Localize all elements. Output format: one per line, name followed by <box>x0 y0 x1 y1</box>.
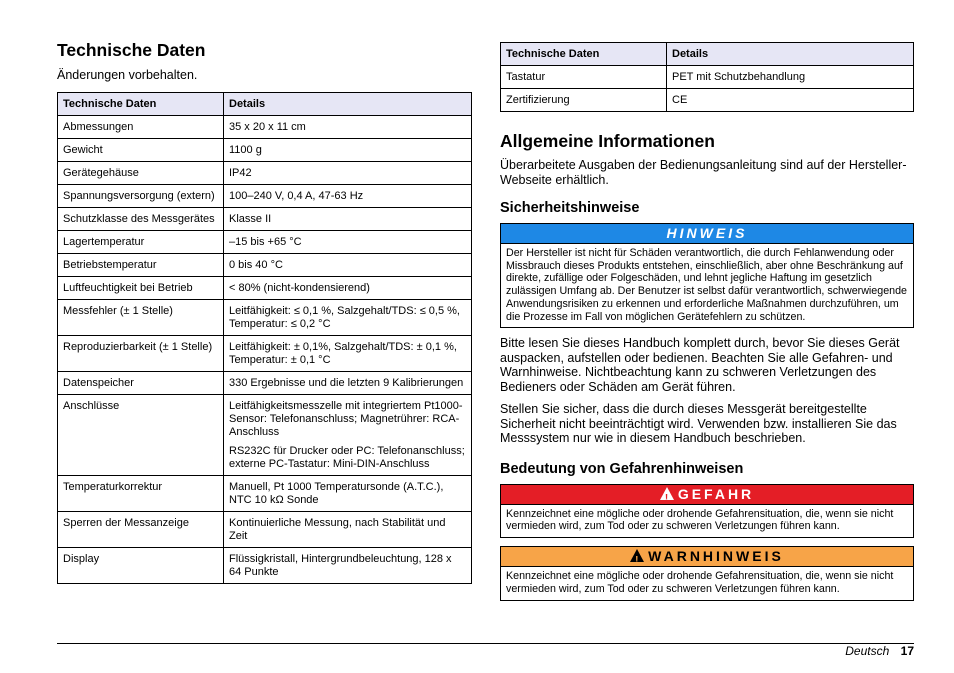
spec-details-text: –15 bis +65 °C <box>229 236 302 248</box>
spec-label-cell: Sperren der Messanzeige <box>58 512 224 548</box>
safety-paragraph-2: Stellen Sie sicher, dass die durch dieses Messgerät bereitgestellte Sicherheit nicht beeinträchtigt wird. Verwenden bzw. installieren Sie das Messsystem nur wie in diesem Handbuch beschrieben. <box>500 402 897 446</box>
right-column <box>500 42 914 609</box>
spec-label-cell: Abmessungen <box>58 116 224 139</box>
spec-details-cell <box>224 548 472 584</box>
spec-label-cell: Zertifizierung <box>501 89 667 112</box>
spec-details-text: CE <box>672 94 688 106</box>
notice-box-header: HINWEIS <box>501 224 913 244</box>
footer-language: Deutsch <box>845 644 890 658</box>
table-row <box>58 512 472 548</box>
danger-box-text: Kennzeichnet eine mögliche oder drohende Gefahrensituation, die, wenn sie nicht vermieden wird, zum Tod oder zu schweren Verletzungen führen kann. <box>506 507 894 533</box>
warning-triangle-icon: ! <box>630 549 644 562</box>
spec-label-cell: Temperaturkorrektur <box>58 476 224 512</box>
notice-box-text: Der Hersteller ist nicht für Schäden verantwortlich, die durch Fehlanwendung oder Missbrauch dieses Produkts entstehen, einschließlich, aber ohne Beschränkung auf direkte, zufällige oder Folgeschäden, und lehnt jegliche Haftung im gesetzlich zulässigen Umfang ab. Der Benutzer ist selbst dafür verantwortlich, schwerwiegende Anwendungsrisiken zu erkennen und erforderliche Maßnahmen durchzuführen, um die Prozesse im Fall von möglichen Gerätefehlern zu schützen. <box>506 247 907 323</box>
spec-details-cell <box>224 395 472 476</box>
spec-details-text: Leitfähigkeit: ± 0,1%, Salzgehalt/TDS: ± 0,1 %, Temperatur: ± 0,1 °C <box>229 341 457 366</box>
spec-details-cell <box>224 254 472 277</box>
spec-header-label: Technische Daten <box>58 93 224 116</box>
spec-details-cell <box>224 336 472 372</box>
spec-details-text: Manuell, Pt 1000 Temperatursonde (A.T.C.), NTC 10 kΩ Sonde <box>229 481 444 506</box>
spec-details-cell <box>224 162 472 185</box>
spec-details-cell <box>224 300 472 336</box>
safety-paragraph-1: Bitte lesen Sie dieses Handbuch komplett durch, bevor Sie dieses Gerät auspacken, aufstellen oder bedienen. Beachten Sie alle Gefahren- und Warnhinweise. Nichtbeachtung kann zu schweren Verletzungen des Bedieners oder Schäden am Gerät führen. <box>500 336 900 394</box>
spec-details-text: Flüssigkristall, Hintergrundbeleuchtung, 128 x 64 Punkte <box>229 553 452 578</box>
page-footer <box>845 643 914 658</box>
spec-label-cell: Gerätegehäuse <box>58 162 224 185</box>
warning-box-header <box>501 547 913 567</box>
spec-details-cell <box>667 89 914 112</box>
spec-details-text: IP42 <box>229 167 252 179</box>
spec-label-cell: Display <box>58 548 224 584</box>
spec-label-cell: Reproduzierbarkeit (± 1 Stelle) <box>58 336 224 372</box>
subsection-title-hazard-meaning: Bedeutung von Gefahrenhinweisen <box>500 460 744 477</box>
spec-details-cell <box>667 66 914 89</box>
page-number: 17 <box>900 644 914 658</box>
spec-header-details: Details <box>224 93 472 116</box>
spec-label-cell: Spannungsversorgung (extern) <box>58 185 224 208</box>
spec-details-text: 100–240 V, 0,4 A, 47-63 Hz <box>229 190 364 202</box>
spec-details-text: 35 x 20 x 11 cm <box>229 121 306 133</box>
general-info-text: Überarbeitete Ausgaben der Bedienungsanleitung sind auf der Hersteller-Webseite erhältlich. <box>500 158 907 187</box>
spec-details-cell <box>224 139 472 162</box>
spec-details-text: RS232C für Drucker oder PC: Telefonanschluss; externe PC-Tastatur: Mini-DIN-Anschluss <box>229 445 465 470</box>
danger-label: GEFAHR <box>677 485 755 502</box>
spec-label-cell: Datenspeicher <box>58 372 224 395</box>
spec-label-cell: Gewicht <box>58 139 224 162</box>
spec-details-cell <box>224 208 472 231</box>
table-row <box>58 476 472 512</box>
spec-details-text: Leitfähigkeitsmesszelle mit integriertem Pt1000-Sensor: Telefonanschluss; Magnetrührer: RCA-Anschluss <box>229 400 463 438</box>
left-column <box>57 38 472 584</box>
table-row <box>501 66 914 89</box>
spec-details-text: < 80% (nicht-kondensierend) <box>229 282 370 294</box>
spec-details-cell <box>224 476 472 512</box>
section-title-technical-data: Technische Daten <box>57 40 206 60</box>
section-title-general-info: Allgemeine Informationen <box>500 131 715 151</box>
notice-box <box>500 223 914 328</box>
table-row <box>58 116 472 139</box>
table-row <box>58 548 472 584</box>
danger-box <box>500 484 914 538</box>
spec-label-cell: Schutzklasse des Messgerätes <box>58 208 224 231</box>
warning-box <box>500 546 914 600</box>
warning-triangle-icon: ! <box>660 487 674 500</box>
spec-details-cell <box>224 372 472 395</box>
spec-table-header-row <box>501 43 914 66</box>
warning-label: WARNHINWEIS <box>648 548 784 565</box>
spec-details-text: Kontinuierliche Messung, nach Stabilität und Zeit <box>229 517 446 542</box>
footer-divider <box>57 643 914 644</box>
spec-table-body <box>58 116 472 584</box>
spec-details-cell <box>224 277 472 300</box>
spec-details-cell <box>224 512 472 548</box>
spec-table-header-row <box>58 93 472 116</box>
warning-box-text: Kennzeichnet eine mögliche oder drohende Gefahrensituation, die, wenn sie nicht vermieden wird, zum Tod oder zu schweren Verletzungen führen kann. <box>506 570 894 595</box>
spec-table-continued <box>500 42 914 112</box>
spec-details-text: 0 bis 40 °C <box>229 259 283 271</box>
spec-label-cell: Messfehler (± 1 Stelle) <box>58 300 224 336</box>
spec-label-cell: Luftfeuchtigkeit bei Betrieb <box>58 277 224 300</box>
spec-header-label: Technische Daten <box>501 43 667 66</box>
table-row <box>58 336 472 372</box>
danger-box-header <box>501 485 913 505</box>
spec-table-body <box>501 66 914 112</box>
table-row <box>58 162 472 185</box>
spec-details-text: 1100 g <box>229 144 262 156</box>
table-row <box>58 277 472 300</box>
table-row <box>58 300 472 336</box>
table-row <box>58 395 472 476</box>
spec-label-cell: Lagertemperatur <box>58 231 224 254</box>
spec-label-cell: Tastatur <box>501 66 667 89</box>
table-row <box>58 254 472 277</box>
spec-details-cell <box>224 116 472 139</box>
spec-label-cell: Betriebstemperatur <box>58 254 224 277</box>
table-row <box>58 372 472 395</box>
table-row <box>501 89 914 112</box>
spec-header-details: Details <box>667 43 914 66</box>
spec-label-cell: Anschlüsse <box>58 395 224 476</box>
table-row <box>58 231 472 254</box>
spec-details-text: PET mit Schutzbehandlung <box>672 71 806 83</box>
spec-details-text: Leitfähigkeit: ≤ 0,1 %, Salzgehalt/TDS: ≤ 0,5 %, Temperatur: ≤ 0,2 °C <box>229 305 460 330</box>
table-row <box>58 208 472 231</box>
spec-table <box>57 92 472 584</box>
table-row <box>58 139 472 162</box>
spec-details-text: Klasse II <box>229 213 272 225</box>
subsection-title-safety: Sicherheitshinweise <box>500 200 640 216</box>
spec-details-cell <box>224 231 472 254</box>
table-row <box>58 185 472 208</box>
intro-text: Änderungen vorbehalten. <box>57 68 198 82</box>
spec-details-cell <box>224 185 472 208</box>
spec-details-text: 330 Ergebnisse und die letzten 9 Kalibrierungen <box>229 377 464 389</box>
